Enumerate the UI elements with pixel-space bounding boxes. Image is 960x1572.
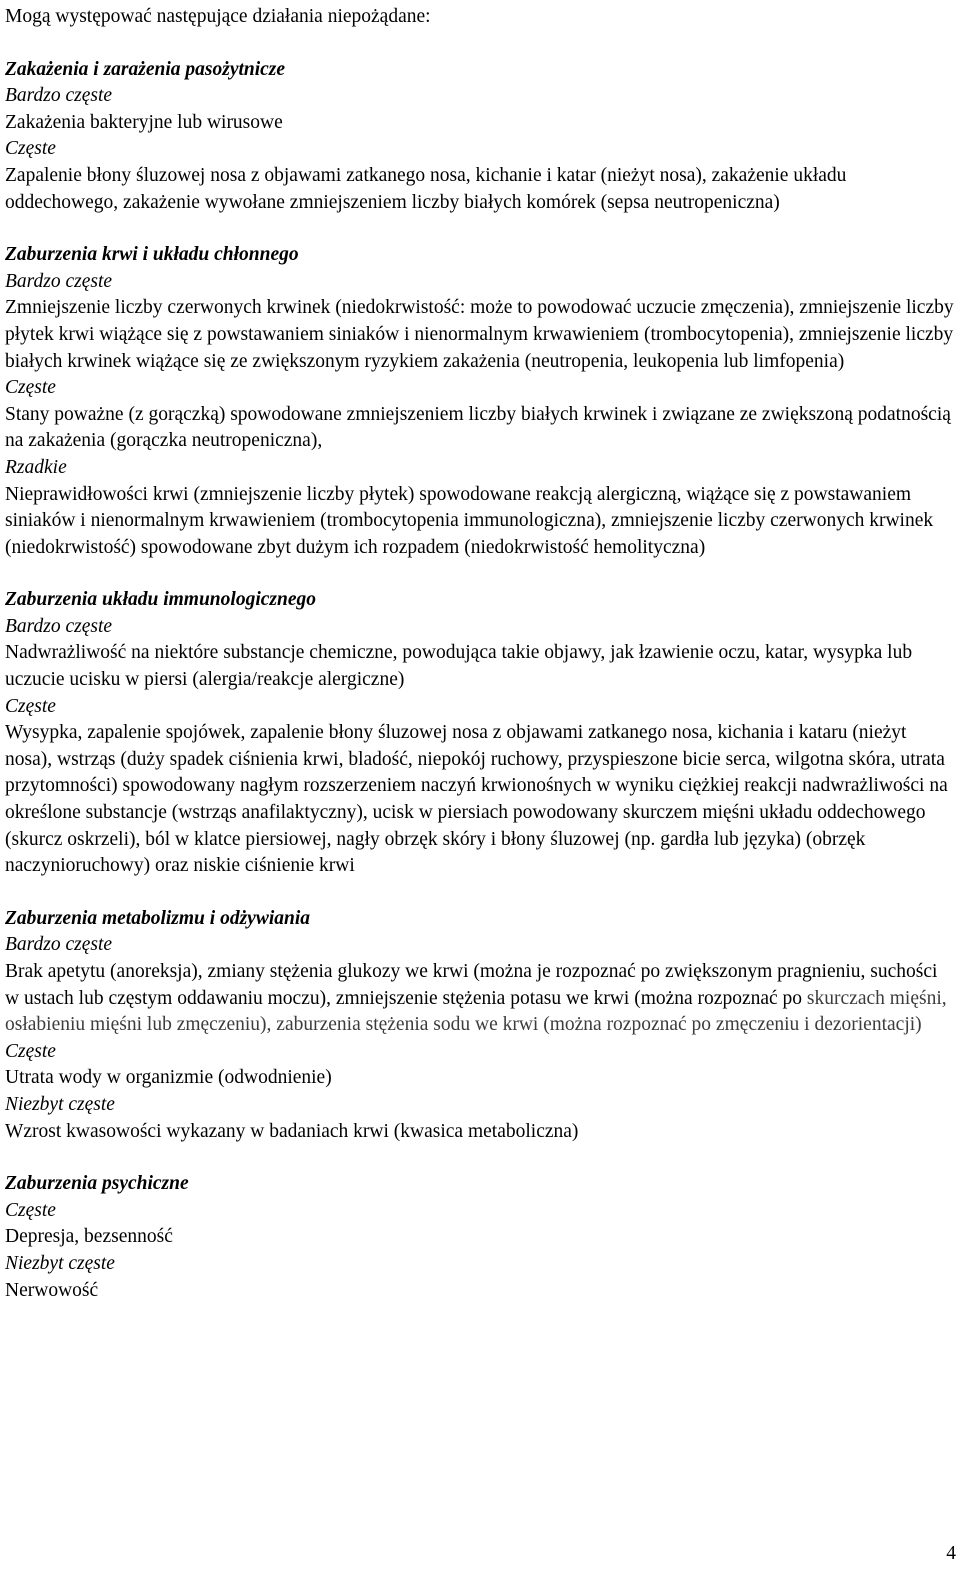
section-title: Zaburzenia krwi i układu chłonnego xyxy=(5,244,299,266)
frequency-label: Niezbyt częste xyxy=(5,1093,115,1115)
frequency-label: Rzadkie xyxy=(5,456,67,478)
page-number: 4 xyxy=(946,1543,956,1565)
effects-text: Depresja, bezsenność xyxy=(5,1226,173,1248)
section-metabolism xyxy=(5,906,955,1145)
frequency-label: Bardzo częste xyxy=(5,615,113,637)
section-title: Zakażenia i zarażenia pasożytnicze xyxy=(5,58,286,80)
effects-text: Wzrost kwasowości wykazany w badaniach krwi (kwasica metaboliczna) xyxy=(5,1120,579,1142)
effects-text: Wysypka, zapalenie spojówek, zapalenie błony śluzowej nosa z objawami zatkanego nosa, kichania i kataru (nieżyt nosa), wstrząs (duży spadek ciśnienia krwi, bladość, niepokój ruchowy, przyspieszone bicie serca, wilgotna skóra, utrata przytomności) spowodowany nagłym rozszerzeniem naczyń krwionośnych w wyniku ciężkiej reakcji nadwrażliwości na określone substancje (wstrząs anafilaktyczny), ucisk w piersiach powodowany skurczem mięśni układu oddechowego (skurcz oskrzeli), ból w klatce piersiowej, nagły obrzęk skóry i błony śluzowej (np. gardła lub języka) (obrzęk naczynioruchowy) oraz niskie ciśnienie krwi xyxy=(5,722,948,877)
frequency-label: Częste xyxy=(5,695,56,717)
effects-text: Zakażenia bakteryjne lub wirusowe xyxy=(5,111,283,133)
section-psychiatric xyxy=(5,1171,955,1304)
frequency-label: Bardzo częste xyxy=(5,270,113,292)
intro-text: Mogą występować następujące działania niepożądane: xyxy=(5,6,431,27)
effects-text: Zmniejszenie liczby czerwonych krwinek (niedokrwistość: może to powodować uczucie zmęczenia), zmniejszenie liczby płytek krwi wiążące się z powstawaniem siniaków i nienormalnym krwawieniem (trombocytopenia), zmniejszenie liczby białych krwinek wiążące się ze zwiększonym ryzykiem zakażenia (neutropenia, leukopenia lub limfopenia) xyxy=(5,297,954,372)
frequency-label: Częste xyxy=(5,377,56,399)
frequency-label: Częste xyxy=(5,1199,56,1221)
frequency-label: Bardzo częste xyxy=(5,934,113,956)
effects-text: Nieprawidłowości krwi (zmniejszenie liczby płytek) spowodowane reakcją alergiczną, wiążące się z powstawaniem siniaków i nienormalnym krwawieniem (trombocytopenia immunologiczna), zmniejszenie liczby czerwonych krwinek (niedokrwistość) spowodowane zbyt dużym ich rozpadem (niedokrwistość hemolityczna) xyxy=(5,483,934,558)
section-infections xyxy=(5,57,955,217)
effects-text xyxy=(5,959,955,1039)
section-title: Zaburzenia metabolizmu i odżywiania xyxy=(5,907,311,929)
frequency-label: Niezbyt częste xyxy=(5,1252,115,1274)
section-title: Zaburzenia układu immunologicznego xyxy=(5,589,316,611)
effects-text: Nerwowość xyxy=(5,1279,99,1301)
frequency-label: Częste xyxy=(5,138,56,160)
section-title: Zaburzenia psychiczne xyxy=(5,1173,189,1195)
document-page xyxy=(5,4,955,1330)
frequency-label: Bardzo częste xyxy=(5,85,113,107)
effects-text: Zapalenie błony śluzowej nosa z objawami zatkanego nosa, kichanie i katar (nieżyt nosa), zakażenie układu oddechowego, zakażenie wywołane zmniejszeniem liczby białych komórek (sepsa neutropeniczna) xyxy=(5,164,847,213)
effects-text-part: Brak apetytu (anoreksja), zmiany stężenia glukozy we krwi (można je rozpoznać po zwiększonym pragnieniu, suchości w ustach lub częstym oddawaniu moczu), zmniejszenie stężenia potasu we krwi (można rozpoznać po xyxy=(5,961,938,1009)
section-blood-lymph xyxy=(5,242,955,561)
section-immune xyxy=(5,587,955,880)
effects-text-part-gray: skurczach mięśni, osłabieniu mięśni lub zmęczeniu), zaburzenia stężenia sodu we krwi (można rozpoznać po zmęczeniu i dezorientacji) xyxy=(5,987,947,1036)
effects-text: Stany poważne (z gorączką) spowodowane zmniejszeniem liczby białych krwinek i związane ze zwiększoną podatnością na zakażenia (gorączka neutropeniczna), xyxy=(5,403,951,452)
frequency-label: Częste xyxy=(5,1040,56,1062)
effects-text: Nadwrażliwość na niektóre substancje chemiczne, powodująca takie objawy, jak łzawienie oczu, katar, wysypka lub uczucie ucisku w piersi (alergia/reakcje alergiczne) xyxy=(5,642,913,691)
effects-text: Utrata wody w organizmie (odwodnienie) xyxy=(5,1067,332,1089)
